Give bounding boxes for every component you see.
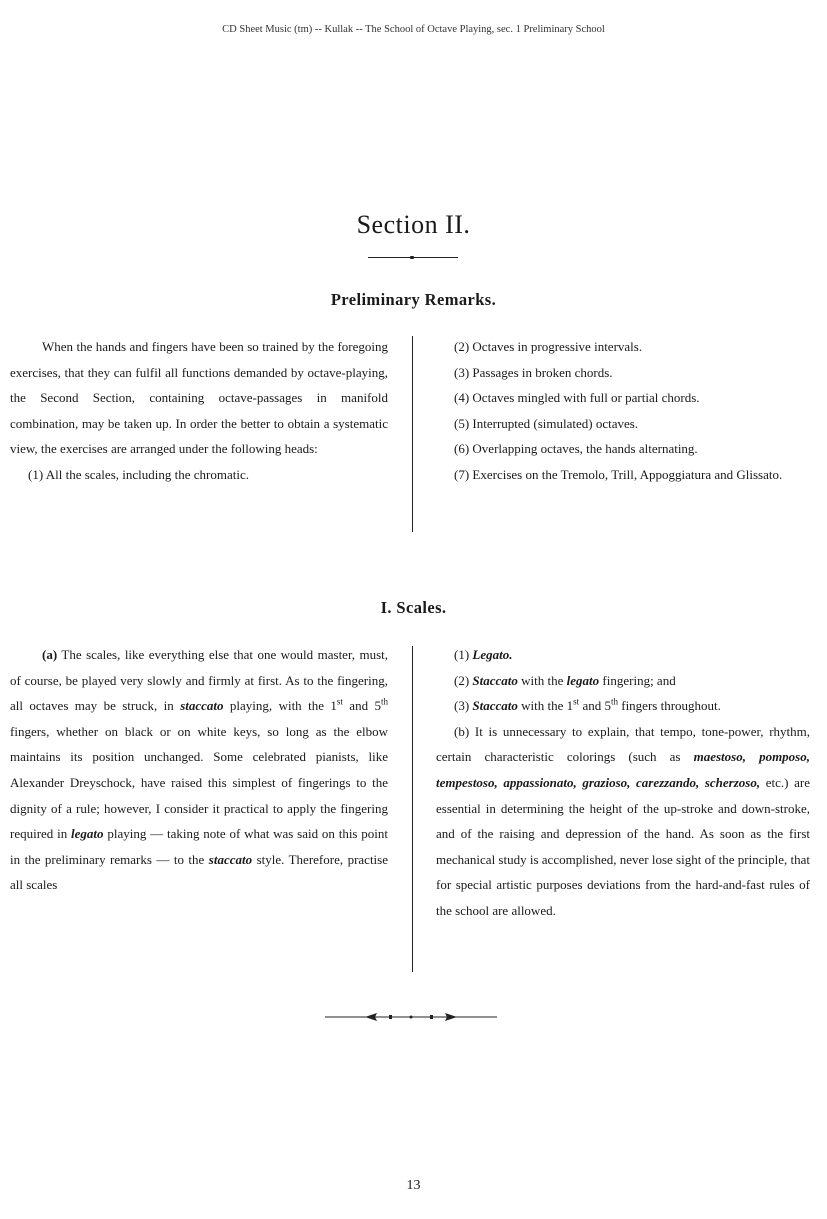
- superscript: th: [610, 696, 618, 707]
- label-a: (a): [42, 647, 58, 662]
- item-number: (1): [28, 466, 44, 482]
- text-run: It is unnecessary to explain, that tempo, tone-power, rhythm, certain characteristic colorings (such as: [436, 723, 811, 765]
- expression-terms: maestoso, pomposo, tempestoso, appassionato, grazioso, carezzando, scherzoso,: [436, 749, 810, 790]
- scales-item-3: [436, 693, 810, 719]
- text-run: etc.) are essential in determining the height of the up-stroke and down-stroke, and of the raising and depression of the hand. As soon as the first mechanical study is accomplished, never lose sight of the principle, that for special artistic purposes deviations from the hard-and-fast rules of the school are allowed.: [436, 774, 811, 918]
- scales-paragraph-a: [10, 642, 388, 898]
- text-run: with the 1: [521, 698, 574, 714]
- term-staccato: Staccato: [472, 672, 518, 688]
- remarks-item-2: [436, 334, 810, 360]
- item-number: (2): [454, 672, 470, 688]
- text-run: fingers throughout.: [621, 698, 721, 714]
- term-staccato: staccato: [180, 698, 224, 714]
- item-number: (1): [454, 647, 470, 662]
- item-text: Interrupted (simulated) octaves.: [472, 415, 639, 431]
- item-number: (7): [454, 466, 470, 482]
- item-number: (4): [454, 390, 470, 406]
- text-run: fingering; and: [602, 672, 676, 688]
- item-text: Exercises on the Tremolo, Trill, Appoggiatura and Glissato.: [472, 466, 783, 482]
- title-rule: [368, 257, 458, 258]
- remarks-right-column: [436, 334, 810, 488]
- item-text: Octaves mingled with full or partial chords.: [472, 390, 700, 406]
- scales-right-column: [436, 642, 810, 924]
- preliminary-remarks-heading: Preliminary Remarks.: [330, 290, 497, 309]
- running-header: CD Sheet Music (tm) -- Kullak -- The School of Octave Playing, sec. 1 Preliminary School: [222, 24, 605, 35]
- scales-paragraph-b: [436, 719, 810, 924]
- item-text: Octaves in progressive intervals.: [472, 339, 643, 354]
- text-run: playing, with the 1: [229, 698, 337, 714]
- page-number: 13: [406, 1178, 421, 1193]
- text-run: The scales, like everything else that one would master, must, of course, be played very slowly and firmly at first. As to the fingering, all octaves may be struck, in: [10, 647, 389, 714]
- term-staccato: Staccato: [472, 698, 518, 714]
- term-legato: legato: [71, 826, 104, 842]
- item-number: (5): [454, 415, 470, 431]
- item-text: All the scales, including the chromatic.: [45, 466, 249, 482]
- remarks-item-7: [436, 462, 810, 488]
- item-number: (3): [454, 364, 470, 380]
- scales-heading: I. Scales.: [380, 598, 447, 617]
- term-legato: Legato.: [472, 647, 513, 662]
- label-b: (b): [454, 723, 470, 739]
- text-run: playing — taking note of what was said on this point in the preliminary remarks — to the: [10, 826, 389, 867]
- ornament-divider: [325, 1010, 497, 1024]
- remarks-item-6: [436, 436, 810, 462]
- item-number: (3): [454, 698, 470, 714]
- item-number: (6): [454, 441, 470, 457]
- item-number: (2): [454, 339, 470, 354]
- remarks-paragraph: When the hands and fingers have been so trained by the foregoing exercises, that they can fulfil all functions demanded by octave-playing, the Second Section, containing octave-passages in manifold combination, may be taken up. In order the better to obtain a systematic view, the exercises are arranged under the following heads:: [10, 339, 388, 457]
- item-text: Passages in broken chords.: [472, 364, 613, 380]
- text-run: and 5: [582, 698, 611, 714]
- remarks-item-5: [436, 411, 810, 437]
- column-divider: [412, 336, 413, 532]
- scales-item-1: [436, 642, 810, 668]
- text-run: with the: [521, 672, 564, 688]
- remarks-item-4: [436, 385, 810, 411]
- scales-left-column: [10, 642, 388, 898]
- superscript: st: [573, 696, 580, 707]
- remarks-item-3: [436, 360, 810, 386]
- term-staccato: staccato: [208, 851, 253, 867]
- section-title: Section II.: [356, 210, 471, 239]
- superscript: st: [336, 696, 343, 707]
- scales-item-2: [436, 668, 810, 694]
- column-divider: [412, 646, 413, 972]
- remarks-left-column: [10, 334, 388, 488]
- text-run: and 5: [349, 698, 381, 714]
- remarks-item-1: [10, 462, 388, 488]
- text-run: style. Therefore, practise all scales: [10, 851, 388, 893]
- superscript: th: [380, 696, 388, 707]
- text-run: fingers, whether on black or on white keys, so long as the elbow maintains its position unchanged. Some celebrated pianists, like Alexander Dreyschock, have raised this simplest of fingerings to the dignity of a rule; however, I consider it practical to apply the fingering required in: [10, 723, 388, 842]
- item-text: Overlapping octaves, the hands alternating.: [472, 441, 698, 457]
- term-legato: legato: [566, 672, 600, 688]
